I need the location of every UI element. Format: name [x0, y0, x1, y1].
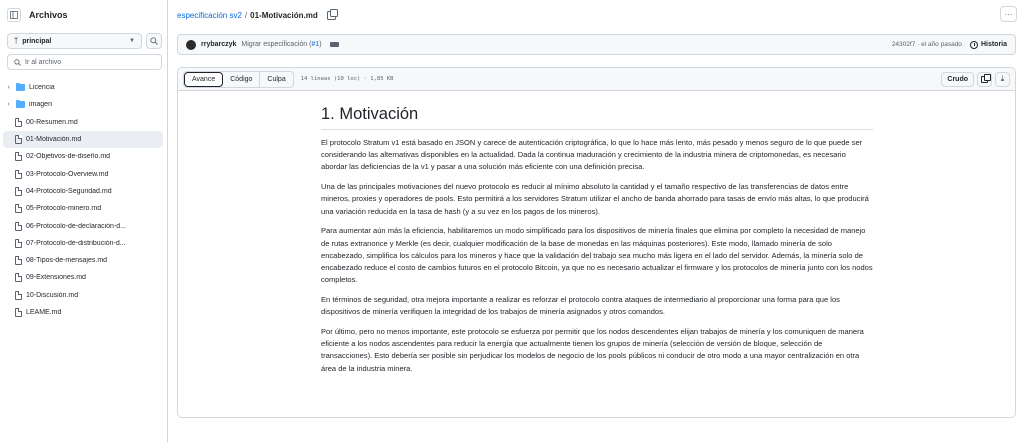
file-icon	[15, 308, 22, 317]
latest-commit-bar	[177, 34, 1016, 55]
tree-file-06[interactable]	[3, 217, 163, 234]
more-options-button[interactable]	[1000, 6, 1017, 22]
file-icon	[15, 204, 22, 213]
file-icon	[15, 256, 22, 265]
commit-author[interactable]: rrybarczyk	[201, 41, 237, 48]
sidebar-title: Archivos	[29, 10, 68, 20]
tree-item-label: Licencia	[29, 84, 55, 92]
history-button[interactable]	[970, 41, 1007, 49]
commit-hash-time[interactable]: 24302f7 · el año pasado	[891, 41, 962, 48]
commit-message-text: Migrar especificación (	[241, 41, 312, 48]
commit-meta	[892, 41, 1007, 49]
tree-item-label: 05-Protocolo-minero.md	[26, 205, 102, 213]
file-actions	[941, 72, 1010, 87]
tab-blame[interactable]: Culpa	[267, 75, 286, 83]
file-viewer	[177, 67, 1016, 418]
commit-message-end: )	[319, 41, 322, 48]
sidebar-header	[0, 0, 167, 30]
file-icon	[15, 187, 22, 196]
folder-icon	[16, 101, 25, 108]
tab-code[interactable]: Código	[223, 72, 260, 87]
tree-item-label: LÉAME.md	[26, 309, 62, 316]
tree-file-10[interactable]	[3, 287, 163, 304]
raw-button[interactable]: Crudo	[941, 72, 974, 87]
kebab-horizontal-icon: ···	[1004, 9, 1013, 19]
file-info: 14 líneas (10 loc) · 1,85 KB	[300, 76, 394, 82]
tree-item-label: 09-Extensiones.md	[26, 274, 86, 282]
copy-icon	[981, 76, 988, 83]
tree-item-label: 01-Motivación.md	[26, 136, 82, 144]
file-icon	[15, 170, 22, 179]
paragraph: El protocolo Stratum v1 está basado en JSON y carece de autenticación criptográfica, lo que lo hace más lento, más pesado y menos seguro de lo que puede ser considerando las alternativas disponibles en la actualidad. Dada la continua maduración y crecimiento de la industria minera de criptomonedas, es necesario abordar las deficiencias de la v1 y pasar a una solución más eficiente con una definición precisa.	[321, 138, 863, 172]
file-icon	[15, 118, 22, 127]
file-icon	[15, 222, 22, 231]
paragraph: Para aumentar aún más la eficiencia, habilitaremos un modo simplificado para los dispositivos de minería finales que elimina por completo la necesidad de manejo de rutas extranonce y Merkle (es decir, cualquier modificación de la base de monedas en las máquinas posteriores). Este modo, llamado minería de solo encabezado, simplifica los cálculos para los mineros y hace que la validación del trabajo sea mucho más ligera en el lado del servidor. Además, la minería solo de encabezado reduce el costo de cambios futuros en el protocolo Bitcoin, ya que no es necesario actualizar el firmware y los protocolos de minería junto con los nodos completos.	[321, 226, 873, 285]
tree-item-label: 02-Objetivos-de-diseño.md	[26, 153, 111, 161]
tree-item-label: 10-Discusión.md	[26, 291, 79, 299]
breadcrumb	[177, 9, 336, 21]
view-mode-tabs	[183, 71, 294, 88]
avatar[interactable]	[186, 40, 196, 50]
tree-file-08[interactable]	[3, 252, 163, 269]
search-icon	[14, 59, 21, 66]
tree-file-00[interactable]	[3, 114, 163, 131]
tree-item-label: 08-Tipos-de-mensajes.md	[26, 257, 108, 265]
download-button[interactable]	[995, 72, 1010, 87]
branch-name: principal	[22, 37, 52, 45]
paragraph: En términos de seguridad, otra mejora importante a realizar es reforzar el protocolo contra ataques de intermediario al proporcionar una forma para que los dispositivos de minería verifiquen la integridad de los trabajos de minería asignados y otros comandos.	[321, 295, 840, 317]
collapse-sidebar-icon[interactable]	[7, 8, 21, 22]
markdown-body	[321, 105, 873, 382]
tree-file-07[interactable]	[3, 235, 163, 252]
commit-message[interactable]	[241, 41, 321, 48]
search-button[interactable]	[146, 33, 162, 49]
tree-folder-licencia[interactable]	[3, 79, 163, 96]
copy-path-icon[interactable]	[327, 11, 336, 20]
tree-file-leame[interactable]	[3, 304, 163, 321]
file-icon	[15, 291, 22, 300]
main-content	[169, 0, 1024, 442]
breadcrumb-repo-link[interactable]: especificación sv2	[177, 10, 242, 20]
tree-item-label: imagen	[29, 101, 52, 109]
copy-raw-button[interactable]	[977, 72, 992, 87]
go-to-file-placeholder: Ir al archivo	[25, 58, 62, 66]
breadcrumb-file: 01-Motivación.md	[250, 10, 318, 20]
file-icon	[15, 239, 22, 248]
commit-pr-link[interactable]: #1	[311, 41, 320, 48]
tree-file-02[interactable]	[3, 148, 163, 165]
tab-preview[interactable]: Avance	[184, 72, 223, 87]
tree-file-01[interactable]	[3, 131, 163, 148]
chevron-right-icon: ›	[7, 101, 10, 109]
download-icon: ⤓	[1000, 74, 1005, 83]
tree-item-label: 00-Resumen.md	[26, 118, 78, 126]
tree-file-05[interactable]	[3, 200, 163, 217]
tree-item-label: 06-Protocolo-de-declaración-d...	[26, 222, 126, 230]
breadcrumb-separator: /	[244, 10, 248, 20]
branch-icon: ᛉ	[14, 37, 19, 45]
paragraph: Por último, pero no menos importante, este protocolo se esfuerza por permitir que los nodos descendentes elijan trabajos de minería y los comuniquen de manera eficiente a los nodos ascendentes para reducir la energía que actualmente tienen los grupos de minería (selección de versión de bloque, selección de transacciones). Esto debería ser posible sin perjudicar los modelos de negocio de los pools públicos ni conducir de otro modo a una mayor centralización en otra área de la industria minera.	[321, 327, 864, 373]
tree-file-04[interactable]	[3, 183, 163, 200]
paragraph: Una de las principales motivaciones del nuevo protocolo es reducir al mínimo absoluto la cantidad y el tamaño respectivo de las transferencias de datos entre mineros, proxies y operadores de pools. Esto permitirá a los servidores Stratum utilizar el ancho de banda ahorrado para tasas de envío más altas, lo que producirá una variación reducida en la tasa de hash (y a su vez en los pagos de los mineros).	[321, 182, 869, 216]
tree-item-label: 03-Protocolo-Overview.md	[26, 170, 109, 178]
chevron-right-icon: ›	[7, 84, 10, 92]
branch-selector[interactable]	[7, 33, 142, 49]
tree-file-03[interactable]	[3, 165, 163, 182]
tree-item-label: 04-Protocolo-Seguridad.md	[26, 187, 112, 195]
tree-item-label: 07-Protocolo-de-distribución-d...	[26, 239, 126, 247]
file-icon	[15, 152, 22, 161]
tree-file-09[interactable]	[3, 269, 163, 286]
chevron-down-icon: ▼	[129, 38, 135, 44]
history-label: Historia	[980, 41, 1007, 48]
folder-icon	[16, 84, 25, 91]
file-icon	[15, 135, 22, 144]
file-icon	[15, 273, 22, 282]
expand-commit-message-icon[interactable]	[330, 42, 339, 47]
tree-folder-imagen[interactable]	[3, 96, 163, 113]
file-tree	[3, 79, 163, 321]
page-title: 1. Motivación	[321, 105, 873, 130]
search-icon	[150, 37, 158, 45]
history-clock-icon	[970, 41, 978, 49]
file-header	[178, 68, 1015, 91]
go-to-file-input[interactable]	[7, 54, 162, 70]
file-tree-sidebar	[0, 0, 168, 442]
